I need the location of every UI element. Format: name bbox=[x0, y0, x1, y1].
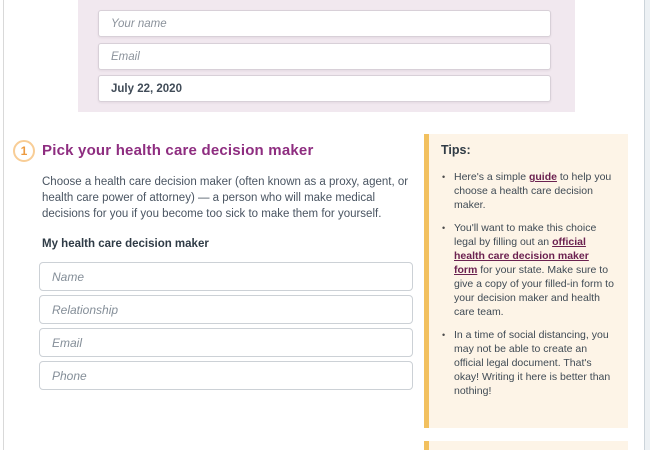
next-tips-panel bbox=[424, 441, 628, 450]
tips-panel bbox=[424, 134, 628, 428]
tips-item-text: for your state. Make sure to give a copy of your filled-in form to your decision maker and health care team. bbox=[454, 264, 614, 318]
guide-link[interactable]: guide bbox=[528, 171, 557, 183]
your-name-input[interactable] bbox=[98, 10, 551, 37]
decision-maker-form-label: My health care decision maker bbox=[42, 238, 209, 250]
tips-item-text: In a time of social distancing, you may not be able to create an official legal document. That's okay! Writing it here is better than nothing! bbox=[454, 329, 611, 397]
decision-maker-relationship-input[interactable] bbox=[39, 295, 413, 324]
section-description: Choose a health care decision maker (often known as a proxy, agent, or health care power of attorney) — a person who will make medical decisions for you if you become too sick to make them for yourself. bbox=[42, 176, 409, 220]
tips-item-text: Here's a simple bbox=[454, 171, 529, 183]
tips-list bbox=[441, 170, 614, 398]
intake-panel bbox=[78, 0, 575, 112]
decision-maker-phone-input[interactable] bbox=[39, 361, 413, 390]
your-email-input[interactable] bbox=[98, 43, 551, 70]
tips-item-text: You'll want to make this choice legal by filling out an bbox=[454, 222, 597, 248]
step-number: 1 bbox=[20, 144, 28, 158]
tips-item bbox=[441, 328, 614, 398]
decision-maker-name-input[interactable] bbox=[39, 262, 413, 291]
scrollbar[interactable] bbox=[644, 0, 650, 450]
decision-maker-email-input[interactable] bbox=[39, 328, 413, 357]
page-left-border bbox=[3, 0, 4, 450]
tips-item-text: to help you choose a health care decision maker. bbox=[454, 171, 612, 211]
official-form-link[interactable]: official health care decision maker form bbox=[454, 236, 589, 276]
tips-item bbox=[441, 170, 614, 212]
tips-title: Tips: bbox=[441, 143, 471, 157]
step-number-badge bbox=[13, 140, 35, 162]
section-title: Pick your health care decision maker bbox=[42, 142, 314, 159]
date-input[interactable] bbox=[98, 75, 551, 102]
tips-item bbox=[441, 221, 614, 319]
